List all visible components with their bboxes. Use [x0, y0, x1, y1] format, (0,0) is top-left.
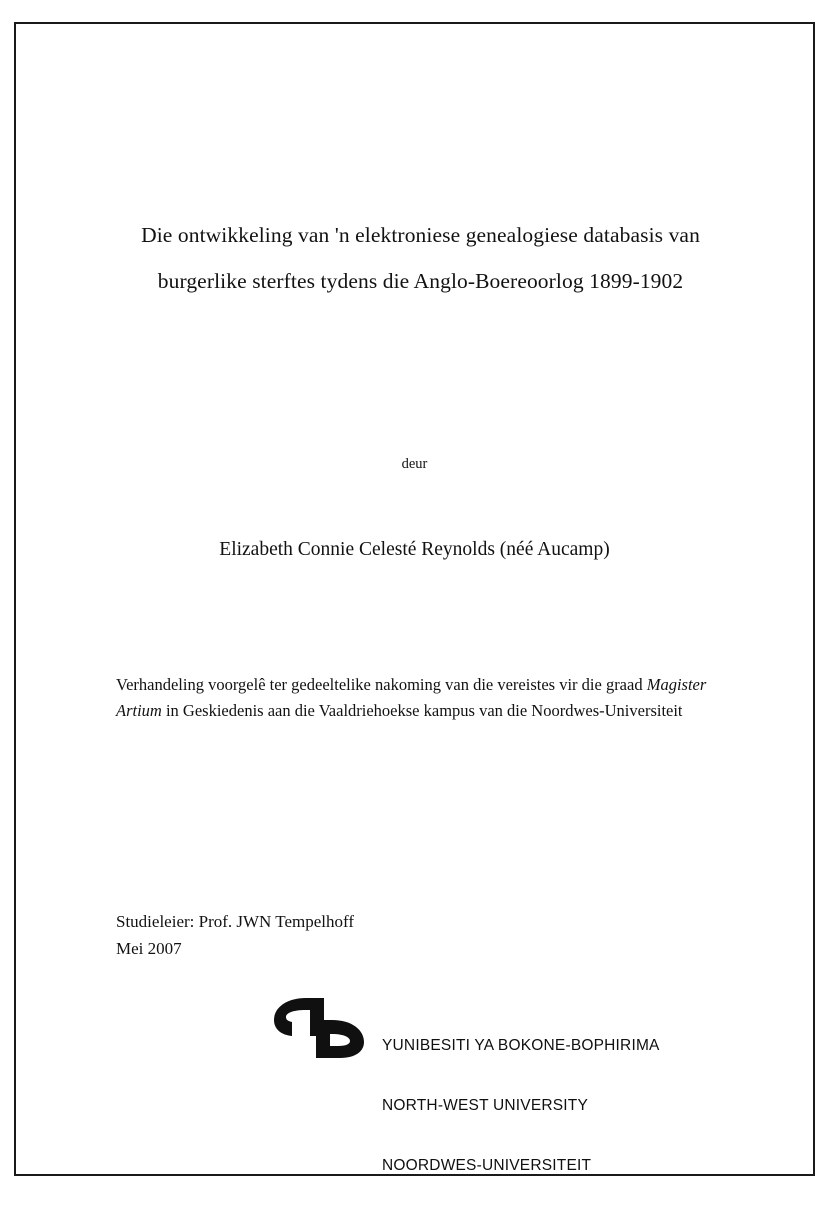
statement-degree-emphasis: Magister Artium: [116, 675, 707, 720]
supervisor-line: Studieleier: Prof. JWN Tempelhoff: [116, 912, 355, 931]
statement-part-1: Verhandeling voorgelê ter gedeeltelike nakoming van die vereistes vir die graad: [116, 675, 647, 694]
logo-text-line-2: NORTH-WEST UNIVERSITY: [382, 1097, 589, 1114]
date-line: Mei 2007: [116, 939, 182, 958]
page-border: [14, 22, 815, 1176]
logo-text-line-3: NOORDWES-UNIVERSITEIT: [382, 1157, 592, 1174]
statement-part-2: in Geskiedenis aan die Vaaldriehoekse kampus van die Noordwes-Universiteit: [161, 701, 683, 720]
university-logo-block: [264, 992, 684, 1174]
north-west-university-logo-icon: [270, 996, 374, 1060]
university-logo-text: [382, 996, 660, 1216]
supervisor-block: [116, 908, 354, 962]
title-line-2: burgerlike sterftes tydens die Anglo-Boereoorlog 1899-1902: [157, 269, 684, 293]
logo-text-line-1: YUNIBESITI YA BOKONE-BOPHIRIMA: [382, 1037, 660, 1054]
degree-statement: [116, 672, 723, 724]
page-title: [106, 212, 735, 304]
by-word: deur: [401, 456, 428, 472]
title-line-1: Die ontwikkeling van 'n elektroniese genealogiese databasis van: [141, 223, 700, 247]
author-name: Elizabeth Connie Celesté Reynolds (néé Aucamp): [219, 539, 610, 560]
